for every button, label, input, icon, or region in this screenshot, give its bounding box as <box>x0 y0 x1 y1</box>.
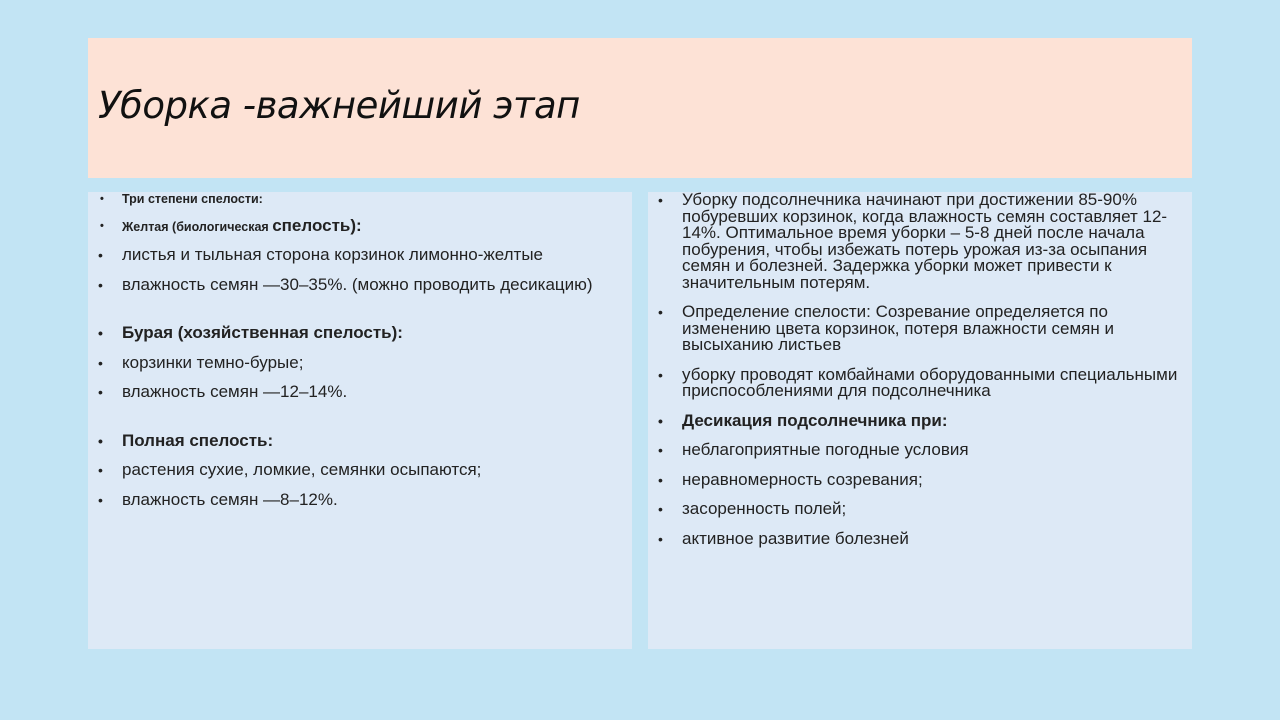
list-item-text: влажность семян —30–35%. (можно проводить десикацию) <box>122 274 593 294</box>
list-item <box>88 192 632 206</box>
list-item <box>648 304 1192 354</box>
bullet-icon: • <box>658 530 663 547</box>
list-item-text: влажность семян —12–14%. <box>122 382 348 401</box>
bullet-icon: • <box>658 304 663 320</box>
bullet-icon: • <box>658 192 663 208</box>
list-item-text: активное развитие болезней <box>682 528 909 548</box>
bullet-icon: • <box>98 462 103 478</box>
slide-title: Уборка -важнейший этап <box>98 84 580 127</box>
list-item <box>88 325 632 342</box>
left-bullet-list <box>88 192 632 508</box>
list-item <box>648 410 1192 430</box>
bullet-icon: • <box>98 432 103 449</box>
list-item-text: неравномерность созревания; <box>682 469 923 489</box>
list-item-text: неблагоприятные погодные условия <box>682 440 969 459</box>
list-item-text-large: спелость): <box>272 216 362 235</box>
bullet-icon: • <box>658 471 663 488</box>
list-item <box>648 501 1192 518</box>
list-item-text: уборку проводят комбайнами оборудованными специальными приспособлениями для подсолнечника <box>682 364 1178 400</box>
list-item <box>648 528 1192 548</box>
bullet-icon: • <box>98 491 103 508</box>
bullet-icon: • <box>98 325 103 341</box>
right-bullet-list <box>648 192 1192 547</box>
list-item <box>88 430 632 450</box>
list-item-text: Определение спелости: Созревание определяется по изменению цвета корзинок, потеря влажности семян и высыханию листьев <box>682 302 1114 354</box>
list-item <box>88 489 632 509</box>
list-item-text: листья и тыльная сторона корзинок лимонно-желтые <box>122 245 544 264</box>
bullet-icon: • <box>658 442 663 458</box>
list-item <box>88 274 632 294</box>
list-item <box>648 469 1192 489</box>
bullet-icon: • <box>658 366 663 383</box>
list-item-text: корзинки темно-бурые; <box>122 352 304 372</box>
list-item-text: Три степени спелости: <box>122 192 263 206</box>
list-item <box>88 462 632 479</box>
bullet-icon: • <box>658 501 663 517</box>
list-item <box>648 364 1192 400</box>
title-box <box>88 38 1192 178</box>
list-item <box>88 216 632 235</box>
list-item-text: засоренность полей; <box>682 499 847 518</box>
right-content-panel <box>648 192 1192 649</box>
bullet-icon: • <box>100 193 104 205</box>
list-item <box>88 352 632 372</box>
list-item-text: влажность семян —8–12%. <box>122 489 338 509</box>
bullet-icon: • <box>98 384 103 400</box>
bullet-icon: • <box>98 247 103 263</box>
list-item <box>88 384 632 401</box>
list-item <box>648 192 1192 291</box>
list-item <box>648 442 1192 459</box>
list-item-text: растения сухие, ломкие, семянки осыпаются; <box>122 460 482 479</box>
list-item-text: Десикация подсолнечника при: <box>682 410 948 430</box>
bullet-icon: • <box>100 220 104 232</box>
bullet-icon: • <box>98 276 103 293</box>
left-content-panel <box>88 192 632 649</box>
list-item-text: Бурая (хозяйственная спелость): <box>122 323 403 342</box>
list-item-text: Уборку подсолнечника начинают при достижении 85-90% побуревших корзинок, когда влажность семян составляет 12-14%. Оптимальное время уборки – 5-8 дней после начала побурения, чтобы избежать потерь урожая из-за осыпания семян и болезней. Задержка уборки может привести к значительным потерям. <box>682 192 1168 292</box>
list-item <box>88 247 632 264</box>
list-item-text: Полная спелость: <box>122 430 274 450</box>
bullet-icon: • <box>98 354 103 371</box>
bullet-icon: • <box>658 412 663 429</box>
list-item-text: Желтая (биологическая <box>122 220 273 234</box>
